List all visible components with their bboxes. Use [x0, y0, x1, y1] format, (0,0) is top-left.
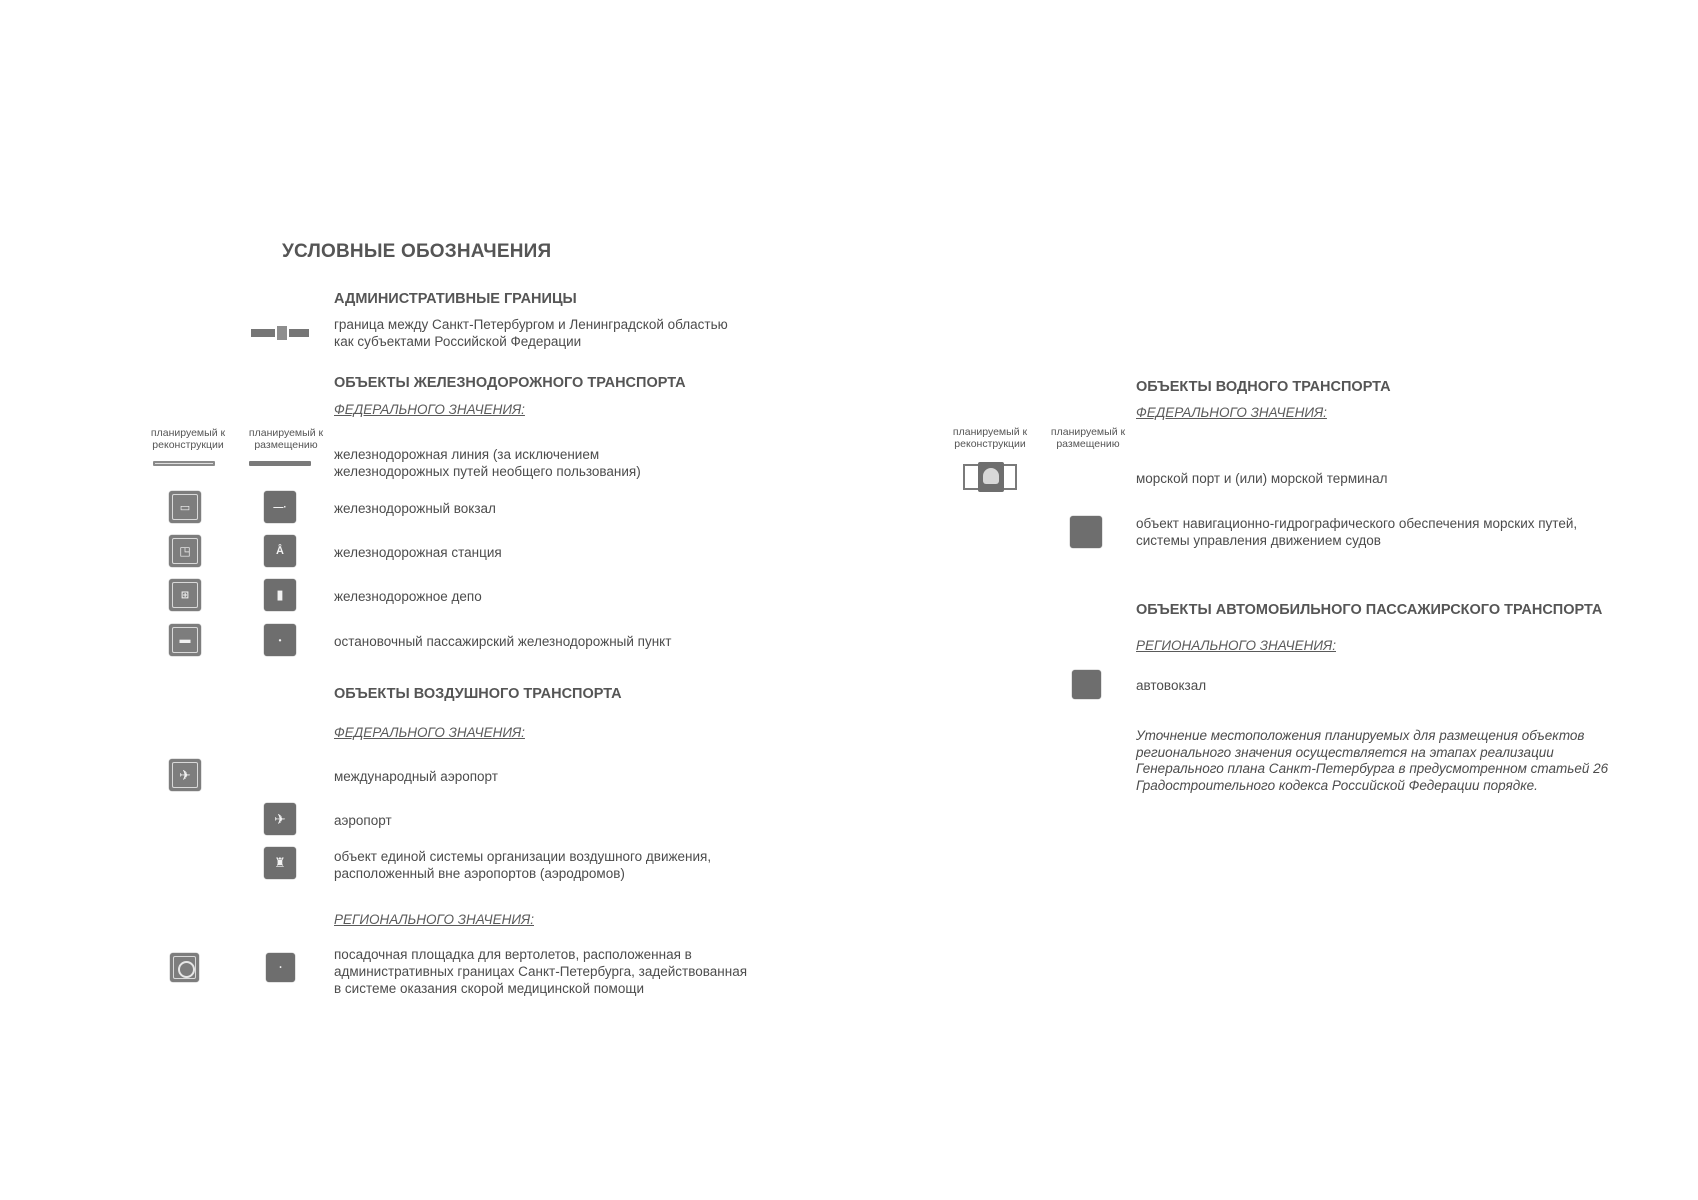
column-header-placement: планируемый к размещению: [248, 427, 324, 451]
auto-regional-subheader: РЕГИОНАЛЬНОГО ЗНАЧЕНИЯ:: [1136, 638, 1336, 653]
airport-icon: ✈: [264, 803, 296, 835]
water-federal-subheader: ФЕДЕРАЛЬНОГО ЗНАЧЕНИЯ:: [1136, 405, 1327, 420]
rail-federal-subheader: ФЕДЕРАЛЬНОГО ЗНАЧЕНИЯ:: [334, 402, 525, 417]
rail-stop-plan-icon: •: [264, 624, 296, 656]
border-text-1: граница между Санкт-Петербургом и Ленинградской областью: [334, 317, 728, 332]
heliport-plan-icon: •: [266, 953, 295, 982]
admin-header: АДМИНИСТРАТИВНЫЕ ГРАНИЦЫ: [334, 291, 577, 307]
heliport-recon-icon: [170, 953, 199, 982]
rail-terminal-recon-icon: ▭: [169, 491, 201, 523]
heliport-text-3: в системе оказания скорой медицинской помощи: [334, 981, 644, 996]
water-column-header-placement: планируемый к размещению: [1050, 426, 1126, 450]
border-text-2: как субъектами Российской Федерации: [334, 334, 582, 349]
rail-depot-plan-icon: ▮: [264, 579, 296, 611]
heliport-description: [334, 946, 747, 997]
rail-station-recon-icon: ◳: [169, 535, 201, 567]
air-regional-subheader: РЕГИОНАЛЬНОГО ЗНАЧЕНИЯ:: [334, 912, 534, 927]
rail-stop-recon-icon: ▬: [169, 624, 201, 656]
rail-line-recon-icon: [153, 461, 215, 466]
atc-description: [334, 848, 711, 882]
auto-header: ОБЪЕКТЫ АВТОМОБИЛЬНОГО ПАССАЖИРСКОГО ТРАНСПОРТА: [1136, 602, 1603, 618]
rail-line-text-2: железнодорожных путей необщего пользования): [334, 464, 641, 479]
atc-tower-icon: ♜: [264, 847, 296, 879]
water-column-header-reconstruction: планируемый к реконструкции: [952, 426, 1028, 450]
heliport-text-2: административных границах Санкт-Петербурга, задействованная: [334, 964, 748, 979]
navigation-text-2: системы управления движением судов: [1136, 533, 1381, 548]
bus-station-label: автовокзал: [1136, 678, 1207, 693]
note-text-1: Уточнение местоположения планируемых для размещения объектов: [1136, 728, 1585, 743]
rail-line-text-1: железнодорожная линия (за исключением: [334, 447, 600, 462]
airport-label: аэропорт: [334, 813, 392, 828]
navigation-text-1: объект навигационно-гидрографического обеспечения морских путей,: [1136, 516, 1578, 531]
border-line-icon: [251, 329, 309, 337]
rail-terminal-label: железнодорожный вокзал: [334, 501, 496, 516]
atc-text-2: расположенный вне аэропортов (аэродромов): [334, 866, 625, 881]
rail-depot-label: железнодорожное депо: [334, 589, 482, 604]
heliport-text-1: посадочная площадка для вертолетов, расположенная в: [334, 947, 692, 962]
intl-airport-label: международный аэропорт: [334, 769, 498, 784]
water-header: ОБЪЕКТЫ ВОДНОГО ТРАНСПОРТА: [1136, 379, 1391, 395]
air-header: ОБЪЕКТЫ ВОЗДУШНОГО ТРАНСПОРТА: [334, 686, 622, 702]
air-federal-subheader: ФЕДЕРАЛЬНОГО ЗНАЧЕНИЯ:: [334, 725, 525, 740]
navigation-object-icon: [1070, 516, 1102, 548]
bus-station-icon: [1072, 670, 1101, 699]
note-text-2: регионального значения осуществляется на этапах реализации: [1136, 744, 1554, 760]
border-description: [334, 316, 728, 350]
note-text-3: Генерального плана Санкт-Петербурга в предусмотренном статьей 26: [1136, 761, 1609, 776]
rail-depot-recon-icon: ⊞: [169, 579, 201, 611]
clarification-note: [1136, 728, 1656, 794]
note-text-4: Градостроительного кодекса Российской Федерации порядке.: [1136, 777, 1538, 793]
intl-airport-icon: ✈: [169, 759, 201, 791]
seaport-recon-icon: [963, 464, 1017, 490]
rail-header: ОБЪЕКТЫ ЖЕЛЕЗНОДОРОЖНОГО ТРАНСПОРТА: [334, 375, 686, 391]
seaport-label: морской порт и (или) морской терминал: [1136, 471, 1388, 486]
legend-title: УСЛОВНЫЕ ОБОЗНАЧЕНИЯ: [282, 241, 552, 262]
atc-text-1: объект единой системы организации воздушного движения,: [334, 849, 712, 864]
rail-terminal-plan-icon: —·: [264, 491, 296, 523]
column-header-reconstruction: планируемый к реконструкции: [150, 427, 226, 451]
rail-station-plan-icon: Å: [264, 535, 296, 567]
rail-line-plan-icon: [249, 461, 311, 466]
navigation-description: [1136, 515, 1577, 549]
rail-station-label: железнодорожная станция: [334, 545, 502, 560]
rail-stop-label: остановочный пассажирский железнодорожный пункт: [334, 634, 672, 649]
rail-line-description: [334, 446, 641, 480]
